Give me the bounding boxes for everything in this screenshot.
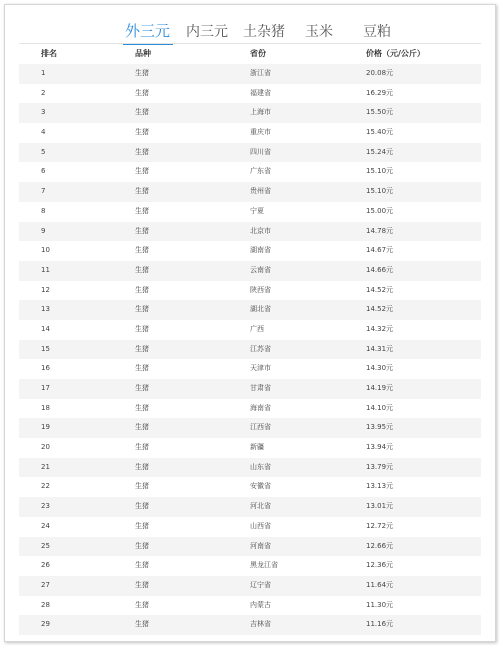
province-cell: 重庆市 — [250, 128, 271, 137]
table-row — [19, 222, 481, 242]
table-row — [19, 537, 481, 557]
rank-cell: 8 — [41, 206, 46, 215]
table-row — [19, 182, 481, 202]
breed-cell: 生猪 — [135, 620, 149, 629]
price-cell: 13.79元 — [366, 462, 394, 471]
rank-cell: 21 — [41, 462, 50, 471]
table-row — [19, 477, 481, 497]
breed-cell: 生猪 — [135, 187, 149, 196]
breed-cell: 生猪 — [135, 305, 149, 314]
rank-cell: 22 — [41, 482, 50, 491]
breed-cell: 生猪 — [135, 443, 149, 452]
breed-cell: 生猪 — [135, 69, 149, 77]
tab-corn[interactable]: 玉米 — [305, 24, 333, 40]
table-row — [19, 418, 481, 438]
breed-cell: 生猪 — [135, 206, 149, 215]
price-cell: 14.32元 — [366, 324, 394, 333]
breed-cell: 生猪 — [135, 541, 149, 550]
rank-cell: 12 — [41, 285, 50, 294]
price-cell: 14.67元 — [366, 246, 394, 255]
price-panel — [4, 4, 496, 642]
header-province: 省份 — [250, 49, 266, 58]
province-cell: 黑龙江省 — [250, 561, 278, 570]
rank-cell: 7 — [41, 187, 46, 196]
price-cell: 14.66元 — [366, 265, 394, 274]
rank-cell: 3 — [41, 108, 46, 117]
table-row — [19, 340, 481, 360]
province-cell: 吉林省 — [250, 620, 271, 629]
province-cell: 四川省 — [250, 147, 271, 156]
province-cell: 山西省 — [250, 521, 271, 530]
province-cell: 广东省 — [250, 167, 271, 176]
rank-cell: 26 — [41, 561, 50, 570]
rank-cell: 24 — [41, 521, 50, 530]
table-row — [19, 241, 481, 261]
province-cell: 内蒙古 — [250, 600, 271, 609]
price-cell: 11.30元 — [366, 600, 394, 609]
price-cell: 12.72元 — [366, 521, 394, 530]
price-cell: 14.52元 — [366, 305, 394, 314]
rank-cell: 4 — [41, 128, 46, 137]
rank-cell: 15 — [41, 344, 50, 353]
province-cell: 陕西省 — [250, 285, 271, 294]
rank-cell: 14 — [41, 324, 50, 333]
breed-cell: 生猪 — [135, 324, 149, 333]
breed-cell: 生猪 — [135, 502, 149, 511]
table-row — [19, 281, 481, 301]
breed-cell: 生猪 — [135, 108, 149, 117]
table-row — [19, 261, 481, 281]
table-row — [19, 517, 481, 537]
province-cell: 安徽省 — [250, 482, 271, 491]
province-cell: 河南省 — [250, 541, 271, 550]
header-breed: 品种 — [135, 49, 151, 58]
province-cell: 江苏省 — [250, 344, 271, 353]
tab-tu-za-zhu[interactable]: 土杂猪 — [243, 24, 285, 40]
rank-cell: 25 — [41, 541, 50, 550]
province-cell: 湖北省 — [250, 305, 271, 314]
province-cell: 天津市 — [250, 364, 271, 373]
breed-cell: 生猪 — [135, 403, 149, 412]
price-cell: 13.01元 — [366, 502, 394, 511]
price-cell: 13.94元 — [366, 443, 394, 452]
price-table — [19, 44, 481, 635]
price-cell: 12.66元 — [366, 541, 394, 550]
tab-wai-san-yuan[interactable]: 外三元 — [125, 22, 171, 40]
breed-cell: 生猪 — [135, 344, 149, 353]
price-cell: 15.24元 — [366, 147, 394, 156]
breed-cell: 生猪 — [135, 384, 149, 392]
table-row — [19, 615, 481, 635]
tab-soybean-meal[interactable]: 豆粕 — [363, 24, 391, 40]
table-header — [19, 44, 481, 64]
rank-cell: 29 — [41, 620, 50, 629]
breed-cell: 生猪 — [135, 423, 149, 432]
rank-cell: 18 — [41, 403, 50, 412]
price-cell: 14.10元 — [366, 403, 394, 412]
province-cell: 新疆 — [250, 443, 264, 452]
province-cell: 辽宁省 — [250, 580, 271, 589]
price-cell: 11.16元 — [366, 620, 394, 629]
table-row — [19, 64, 481, 84]
breed-cell: 生猪 — [135, 521, 149, 530]
province-cell: 福建省 — [250, 88, 271, 97]
price-cell: 15.50元 — [366, 108, 394, 117]
table-row — [19, 399, 481, 419]
breed-cell: 生猪 — [135, 88, 149, 97]
price-cell: 15.10元 — [366, 167, 394, 176]
province-cell: 山东省 — [250, 462, 271, 471]
header-rank: 排名 — [41, 49, 57, 58]
price-cell: 16.29元 — [366, 88, 394, 97]
breed-cell: 生猪 — [135, 147, 149, 156]
province-cell: 湖南省 — [250, 246, 271, 255]
breed-cell: 生猪 — [135, 226, 149, 235]
province-cell: 河北省 — [250, 502, 271, 511]
breed-cell: 生猪 — [135, 580, 149, 589]
price-cell: 14.31元 — [366, 344, 394, 353]
breed-cell: 生猪 — [135, 285, 149, 294]
price-cell: 15.00元 — [366, 206, 394, 215]
province-cell: 甘肃省 — [250, 384, 271, 392]
table-row — [19, 103, 481, 123]
price-cell: 20.08元 — [366, 69, 394, 77]
table-row — [19, 143, 481, 163]
province-cell: 广西 — [250, 324, 264, 333]
table-row — [19, 458, 481, 478]
province-cell: 上海市 — [250, 108, 271, 117]
tab-nei-san-yuan[interactable]: 内三元 — [186, 24, 228, 40]
province-cell: 海南省 — [250, 403, 271, 412]
breed-cell: 生猪 — [135, 167, 149, 176]
breed-cell: 生猪 — [135, 482, 149, 491]
province-cell: 贵州省 — [250, 187, 271, 196]
rank-cell: 6 — [41, 167, 46, 176]
price-cell: 15.40元 — [366, 128, 394, 137]
table-row — [19, 123, 481, 143]
table-row — [19, 596, 481, 616]
rank-cell: 5 — [41, 147, 46, 156]
price-cell: 14.52元 — [366, 285, 394, 294]
rank-cell: 20 — [41, 443, 50, 452]
price-cell: 11.64元 — [366, 580, 394, 589]
rank-cell: 16 — [41, 364, 50, 373]
table-row — [19, 556, 481, 576]
price-cell: 13.13元 — [366, 482, 394, 491]
breed-cell: 生猪 — [135, 364, 149, 373]
province-cell: 宁夏 — [250, 206, 264, 215]
breed-cell: 生猪 — [135, 600, 149, 609]
breed-cell: 生猪 — [135, 561, 149, 570]
price-cell: 15.10元 — [366, 187, 394, 196]
header-price: 价格（元/公斤） — [366, 49, 425, 58]
price-cell: 14.19元 — [366, 384, 394, 392]
price-cell: 13.95元 — [366, 423, 394, 432]
table-row — [19, 497, 481, 517]
rank-cell: 23 — [41, 502, 50, 511]
table-row — [19, 576, 481, 596]
table-row — [19, 84, 481, 104]
breed-cell: 生猪 — [135, 462, 149, 471]
province-cell: 北京市 — [250, 226, 271, 235]
table-row — [19, 438, 481, 458]
province-cell: 江西省 — [250, 423, 271, 432]
table-row — [19, 359, 481, 379]
rank-cell: 9 — [41, 226, 46, 235]
rank-cell: 28 — [41, 600, 50, 609]
table-row — [19, 300, 481, 320]
table-row — [19, 379, 481, 399]
rank-cell: 19 — [41, 423, 50, 432]
rank-cell: 17 — [41, 384, 50, 392]
breed-cell: 生猪 — [135, 128, 149, 137]
rank-cell: 10 — [41, 246, 50, 255]
breed-cell: 生猪 — [135, 265, 149, 274]
rank-cell: 2 — [41, 88, 46, 97]
rank-cell: 1 — [41, 69, 46, 77]
rank-cell: 27 — [41, 580, 50, 589]
table-row — [19, 162, 481, 182]
province-cell: 浙江省 — [250, 69, 271, 77]
price-cell: 12.36元 — [366, 561, 394, 570]
breed-cell: 生猪 — [135, 246, 149, 255]
price-cell: 14.78元 — [366, 226, 394, 235]
table-body — [19, 64, 481, 635]
table-row — [19, 202, 481, 222]
province-cell: 云南省 — [250, 265, 271, 274]
price-cell: 14.30元 — [366, 364, 394, 373]
table-row — [19, 320, 481, 340]
rank-cell: 13 — [41, 305, 50, 314]
rank-cell: 11 — [41, 265, 50, 274]
